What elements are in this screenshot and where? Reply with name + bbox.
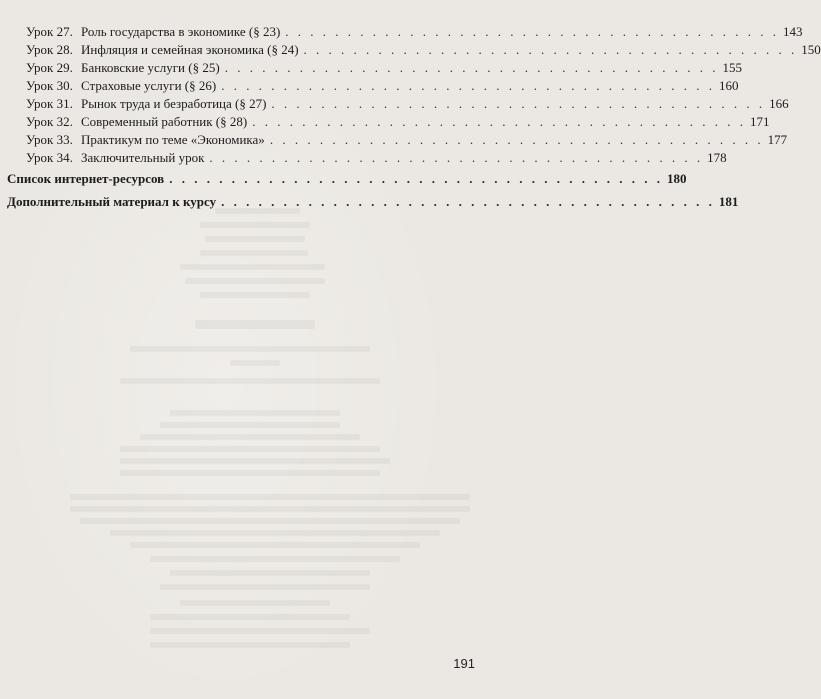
page-number: 180 — [666, 171, 687, 186]
page-number: 160 — [718, 78, 739, 93]
lesson-label: Урок 27. — [26, 24, 73, 39]
page-number: 166 — [769, 96, 789, 111]
toc-entry-lesson-29[interactable] — [26, 59, 742, 77]
dot-leader: . . . . . . . . . . . . . . . . . . . . . . . . . . . . . . . . . . . . . . . . — [221, 78, 715, 93]
dot-leader: . . . . . . . . . . . . . . . . . . . . . . . . . . . . . . . . . . . . . . . . — [169, 171, 663, 186]
page-number: 155 — [722, 60, 742, 75]
toc-entry-internet-resources[interactable] — [7, 170, 687, 188]
toc-entry-lesson-33[interactable] — [26, 131, 788, 149]
lesson-title: Рынок труда и безработица (§ 27) — [81, 96, 267, 111]
dot-leader: . . . . . . . . . . . . . . . . . . . . . . . . . . . . . . . . . . . . . . . . — [252, 114, 746, 129]
lesson-label: Урок 29. — [26, 60, 73, 75]
lesson-label: Урок 30. — [26, 78, 73, 93]
toc-entry-lesson-30[interactable] — [26, 77, 739, 95]
page-number: 143 — [783, 24, 803, 39]
dot-leader: . . . . . . . . . . . . . . . . . . . . . . . . . . . . . . . . . . . . . . . . — [224, 60, 719, 75]
page-number: 150 — [801, 42, 821, 57]
dot-leader: . . . . . . . . . . . . . . . . . . . . . . . . . . . . . . . . . . . . . . . . — [209, 150, 704, 165]
lesson-title: Заключительный урок — [81, 150, 205, 165]
dot-leader: . . . . . . . . . . . . . . . . . . . . . . . . . . . . . . . . . . . . . . . . — [271, 96, 766, 111]
toc-entry-additional-material[interactable] — [7, 193, 739, 211]
lesson-label: Урок 33. — [26, 132, 73, 147]
dot-leader: . . . . . . . . . . . . . . . . . . . . . . . . . . . . . . . . . . . . . . . . — [285, 24, 780, 39]
toc-entry-lesson-27[interactable] — [26, 23, 803, 41]
lesson-label: Урок 28. — [26, 42, 73, 57]
lesson-label: Урок 32. — [26, 114, 73, 129]
lesson-title: Современный работник (§ 28) — [81, 114, 248, 129]
toc-entry-lesson-31[interactable] — [26, 95, 789, 113]
toc-entry-lesson-32[interactable] — [26, 113, 770, 131]
lesson-title: Практикум по теме «Экономика» — [81, 132, 265, 147]
lesson-label: Урок 34. — [26, 150, 73, 165]
toc-entry-lesson-28[interactable] — [26, 41, 821, 59]
page-number: 178 — [707, 150, 727, 165]
page-footer-number: 191 — [453, 656, 475, 671]
dot-leader: . . . . . . . . . . . . . . . . . . . . . . . . . . . . . . . . . . . . . . . . — [221, 194, 715, 209]
section-title: Список интернет-ресурсов — [7, 171, 165, 186]
section-title: Дополнительный материал к курсу — [7, 194, 217, 209]
lesson-label: Урок 31. — [26, 96, 73, 111]
dot-leader: . . . . . . . . . . . . . . . . . . . . . . . . . . . . . . . . . . . . . . . . — [269, 132, 764, 147]
page-number: 177 — [767, 132, 788, 147]
lesson-title: Инфляция и семейная экономика (§ 24) — [81, 42, 299, 57]
page-number: 181 — [718, 194, 739, 209]
lesson-title: Банковские услуги (§ 25) — [81, 60, 220, 75]
page-number: 171 — [749, 114, 770, 129]
dot-leader: . . . . . . . . . . . . . . . . . . . . . . . . . . . . . . . . . . . . . . . . — [303, 42, 798, 57]
toc-entry-lesson-34[interactable] — [26, 149, 727, 167]
lesson-title: Роль государства в экономике (§ 23) — [81, 24, 281, 39]
lesson-title: Страховые услуги (§ 26) — [81, 78, 217, 93]
